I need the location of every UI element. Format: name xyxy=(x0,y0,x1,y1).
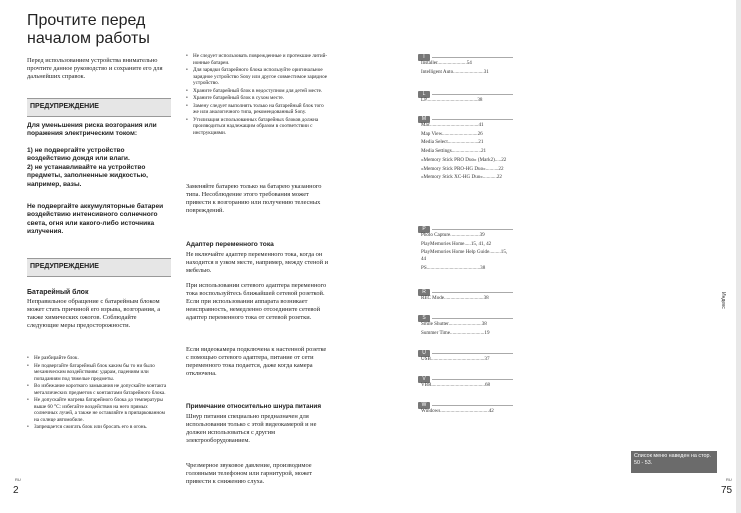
index-section-p xyxy=(418,226,513,272)
section-letter: I xyxy=(418,54,430,61)
section-letter: V xyxy=(418,376,430,383)
page-number-right: 75 xyxy=(721,485,733,496)
adapter-title: Адаптер переменного тока xyxy=(186,241,274,248)
index-entry: PlayMemories Home.....15, 41, 42 xyxy=(421,240,492,247)
headphone-paragraph-1: Шнур питания специально предназначен для использования только с этой видеокамерой и не должен использоваться с другим электрооборудованием. xyxy=(186,413,317,445)
index-entry: «Memory Stick PRO-HG Duo»..........22 xyxy=(421,165,504,172)
section-letter: M xyxy=(418,116,430,123)
index-entry: REC Mode...............................38 xyxy=(421,295,489,301)
section-letter: L xyxy=(418,91,430,98)
battery-title: Батарейный блок xyxy=(27,289,89,296)
section-letter: R xyxy=(418,289,430,296)
index-entry: Photo Capture.......................39 xyxy=(421,232,485,238)
page-lang-left: RU xyxy=(15,477,21,482)
index-entry: PlayMemories Home Help Guide.........15, 44 xyxy=(421,249,508,263)
headphone-paragraph-2: Чрезмерное звуковое давление, производимое головными телефоном или гарнитурой, может привести к снижению слуха. xyxy=(186,462,313,486)
page-title: Прочтите перед началом работы xyxy=(27,12,150,47)
index-entry: Windows......................................42 xyxy=(421,408,494,414)
list-item: • Для зарядки батарейного блока используйте оригинальное зарядное устройство Sony или другое совместимое зарядное устройство. xyxy=(186,67,328,87)
index-entry: «Memory Stick PRO Duo» (Mark2).....22 xyxy=(421,156,507,163)
index-entry: Media Select........................21 xyxy=(421,139,484,146)
menu-note-box: Список меню наведен на стор. 50 - 53. xyxy=(631,451,717,473)
page-lang-right: RU xyxy=(726,477,732,482)
page-edge-tab xyxy=(736,0,741,513)
index-section-i xyxy=(418,54,513,75)
list-item: • Храните батарейный блок в сухом месте. xyxy=(186,95,328,102)
adapter-paragraph-3: Если видеокамера подключена к настенной розетке с помощью сетевого адаптера, питание от сети переменного тока подается, даже когда камера отключена. xyxy=(186,346,327,378)
list-item: • Не следует использовать поврежденные и протекшие литий-ионные батареи. xyxy=(186,53,328,66)
headphone-title: Примечание относительно шнура питания xyxy=(186,403,322,410)
list-item: • Запрещается сжигать блок или бросать его в огонь. xyxy=(27,424,169,431)
warning-text-a: Для уменьшения риска возгорания или поражения электрическим током: xyxy=(27,122,157,138)
battery-intro: Неправильное обращение с батарейным блоком может стать причиной его взрыва, возгорания, а также химических ожогов. Соблюдайте следующие меры предосторожности. xyxy=(27,298,161,330)
index-entry: Intelligent Auto........................31 xyxy=(421,68,489,75)
list-item: • Не подвергайте батарейный блок каким бы то ни было механическим воздействиям: ударам, падениям или попаданиям под тяжелые предметы. xyxy=(27,363,169,383)
index-entry: Media Settings.......................21 xyxy=(421,148,487,155)
index-section-u xyxy=(418,350,513,363)
index-entry: Installer.......................54 xyxy=(421,60,472,66)
side-label: Индекс xyxy=(720,292,726,309)
warning-label: ПРЕДУПРЕЖДЕНИЕ xyxy=(30,263,99,270)
index-section-w xyxy=(418,402,513,415)
battery-list xyxy=(27,355,169,432)
index-entry: Map View............................26 xyxy=(421,130,483,137)
warning-banner-1 xyxy=(27,98,171,117)
index-section-l xyxy=(418,91,513,104)
index-section-m xyxy=(418,116,513,181)
index-entry: «Memory Stick XC-HG Duo»...........22 xyxy=(421,174,502,181)
warning-label: ПРЕДУПРЕЖДЕНИЕ xyxy=(30,103,99,110)
list-item: • Храните батарейный блок в недоступном для детей месте. xyxy=(186,88,328,95)
replace-paragraph: Заменяйте батарею только на батарею указанного типа. Несоблюдение этого требования может привести к возгоранию или получению телесных повреждений. xyxy=(186,183,322,215)
index-entry: PS..........................................38 xyxy=(421,264,486,271)
index-entry: LP........................................38 xyxy=(421,97,483,103)
warning-text-c: 2) не устанавливайте на устройство предметы, заполненные жидкостью, например, вазы. xyxy=(27,164,148,188)
section-letter: P xyxy=(418,226,430,233)
page-number-left: 2 xyxy=(13,485,19,496)
warning-text-d: Не подвергайте аккумуляторные батареи воздействию интенсивного солнечного света, огня или какого-либо источника излучения. xyxy=(27,203,164,235)
index-section-s xyxy=(418,315,513,336)
warning-text-b: 1) не подвергайте устройство воздействию дождя или влаги. xyxy=(27,147,130,163)
warning-banner-2 xyxy=(27,258,171,277)
index-entry: Summer Time...........................19 xyxy=(421,329,490,336)
list-item: • Утилизация использованных батарейных блоков должна производиться надлежащим образом в соответствии с инструкциями. xyxy=(186,117,328,137)
list-item: • Во избежание короткого замыкания не допускайте контакта металлических предметов с контактами батарейного блока. xyxy=(27,383,169,396)
index-entry: USB..........................................37 xyxy=(421,356,490,362)
middle-list xyxy=(186,53,328,138)
section-letter: W xyxy=(418,402,430,409)
intro-paragraph: Перед использованием устройства внимательно прочтите данное руководство и сохраните его для дальнейших справок. xyxy=(27,57,163,81)
index-entry: Mac......................................41 xyxy=(421,122,484,128)
index-entry: Smile Shutter..........................38 xyxy=(421,321,487,327)
index-section-r xyxy=(418,289,513,302)
list-item: • Не разбирайте блок. xyxy=(27,355,169,362)
section-letter: U xyxy=(418,350,430,357)
adapter-paragraph-2: При использовании сетевого адаптера переменного тока воспользуйтесь ближайшей сетевой розеткой. Если при использовании аппарата возникает неисправность, немедленно отсоедините сетевой адаптер переменного тока от сетевой розетки. xyxy=(186,282,327,322)
index-section-v xyxy=(418,376,513,389)
section-letter: S xyxy=(418,315,430,322)
adapter-paragraph-1: Не включайте адаптер переменного тока, когда он находится в узком месте, например, между стеной и мебелью. xyxy=(186,251,329,275)
list-item: • Замену следует выполнять только на батарейный блок того же или аналогичного типа, рекомендованный Sony. xyxy=(186,103,328,116)
index-entry: VBR..........................................68 xyxy=(421,382,491,388)
list-item: • Не допускайте нагрева батарейного блока до температуры выше 60 °C: избегайте воздействия на него прямых солнечных лучей, а также не оставляйте в припаркованном на солнце автомобиле. xyxy=(27,397,169,423)
